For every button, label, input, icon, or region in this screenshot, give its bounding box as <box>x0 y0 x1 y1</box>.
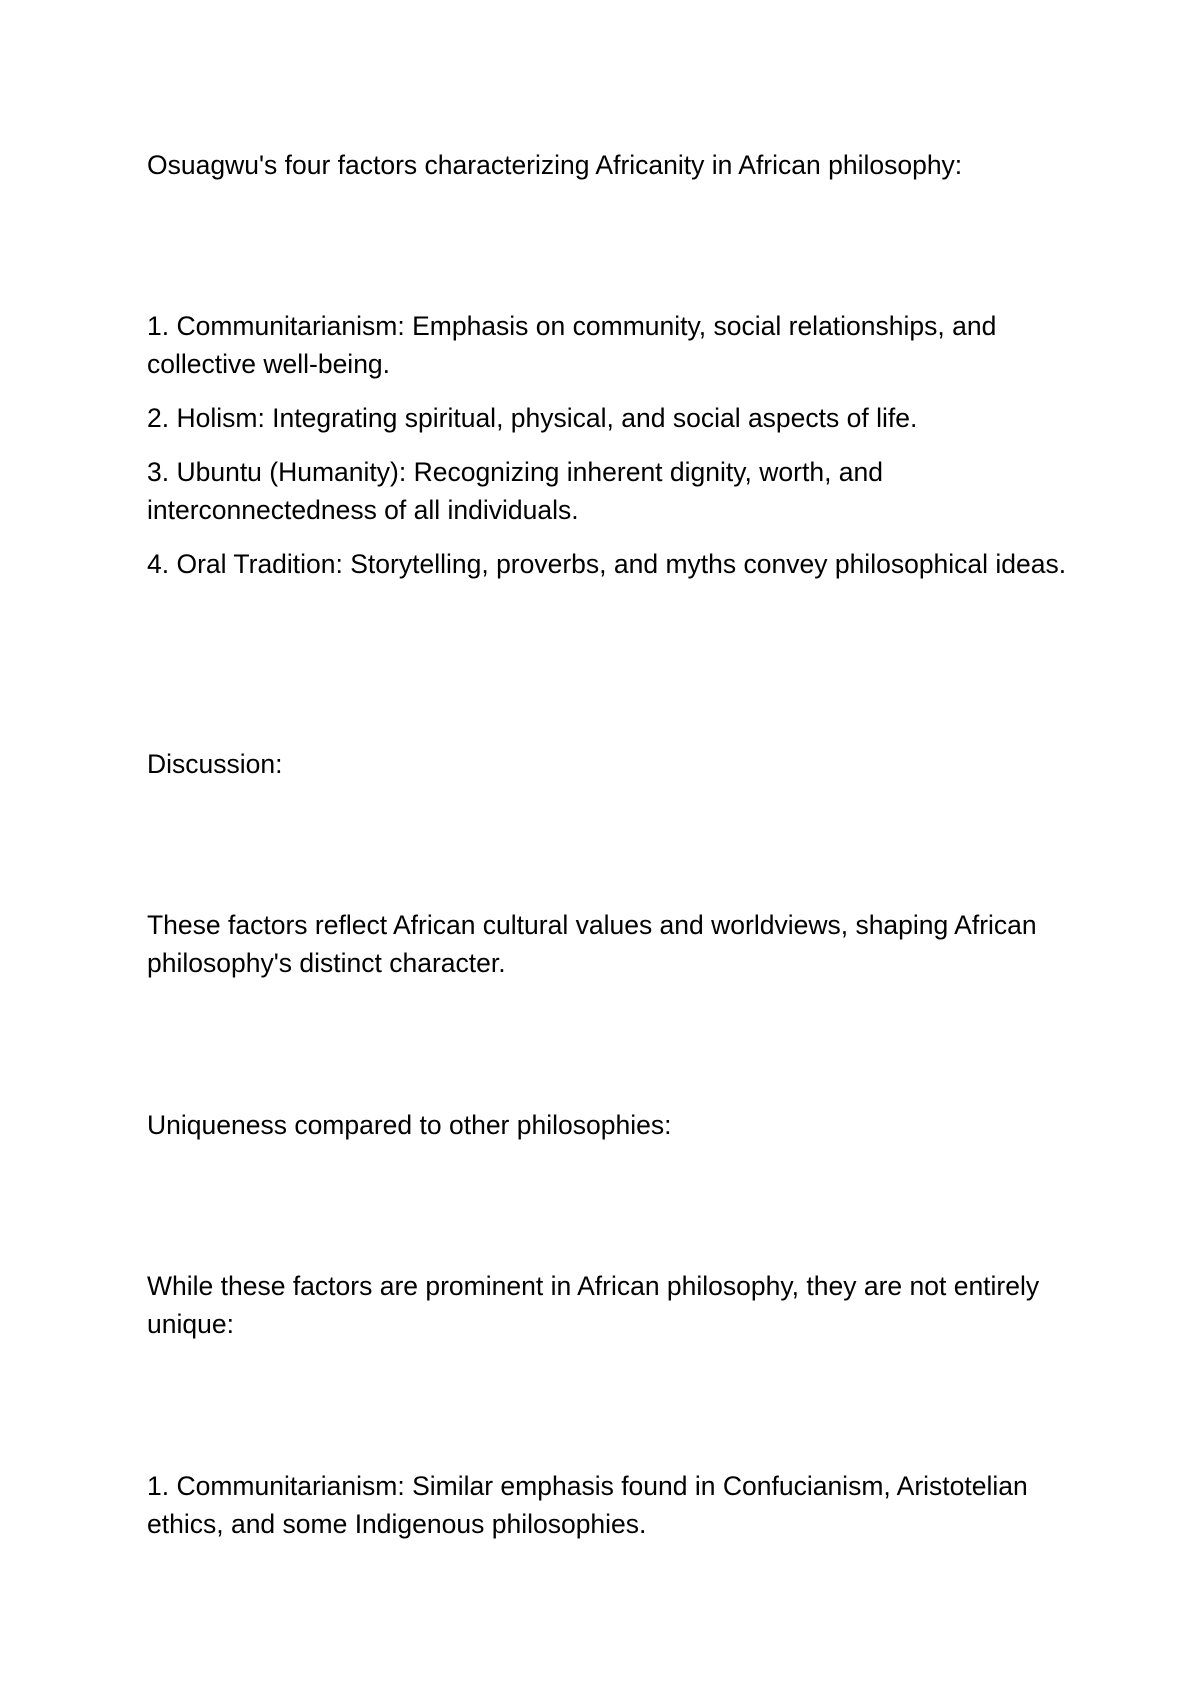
factor-1: 1. Communitarianism: Emphasis on community, social relationships, and collective well-being. <box>147 311 997 379</box>
factor-4: 4. Oral Tradition: Storytelling, proverbs, and myths convey philosophical ideas. <box>147 549 1067 579</box>
factor-3: 3. Ubuntu (Humanity): Recognizing inherent dignity, worth, and interconnectedness of all individuals. <box>147 457 884 525</box>
discussion-text: These factors reflect African cultural values and worldviews, shaping African philosophy's distinct character. <box>147 910 1037 978</box>
uniqueness-text: While these factors are prominent in African philosophy, they are not entirely unique: <box>147 1271 1040 1339</box>
uniqueness-heading: Uniqueness compared to other philosophies: <box>147 1110 672 1140</box>
intro-heading: Osuagwu's four factors characterizing Africanity in African philosophy: <box>147 150 963 180</box>
factor-2: 2. Holism: Integrating spiritual, physical, and social aspects of life. <box>147 403 918 433</box>
comparison-1: 1. Communitarianism: Similar emphasis found in Confucianism, Aristotelian ethics, and some Indigenous philosophies. <box>147 1471 1028 1539</box>
discussion-heading: Discussion: <box>147 749 283 779</box>
